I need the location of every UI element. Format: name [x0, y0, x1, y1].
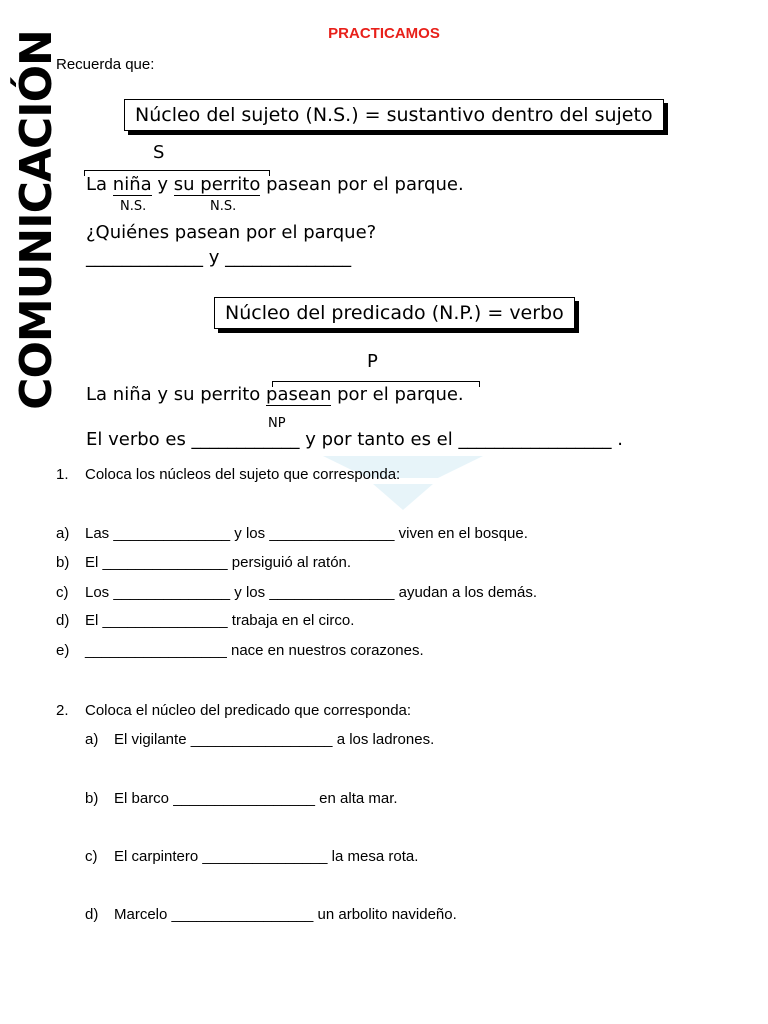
word-nina: niña	[112, 174, 152, 195]
ex1-item-d: El _______________ trabaja en el circo.	[85, 612, 355, 629]
word-pasean: pasean	[266, 384, 332, 405]
verb-answer-line: El verbo es ____________ y por tanto es el _________________ .	[86, 429, 623, 450]
word-su-perrito: su perrito	[173, 174, 261, 195]
ex2-letter-c: c)	[85, 848, 98, 865]
subject-question: ¿Quiénes pasean por el parque?	[86, 222, 377, 243]
intro-text: Recuerda que:	[56, 56, 155, 73]
ex2-letter-a: a)	[85, 731, 99, 748]
predicate-rule-box: Núcleo del predicado (N.P.) = verbo	[214, 297, 575, 329]
exercise1-number: 1.	[56, 466, 69, 483]
ex2-letter-b: b)	[85, 790, 99, 807]
ex1-letter-e: e)	[56, 642, 70, 659]
subject-sentence	[86, 174, 464, 195]
exercise2-number: 2.	[56, 702, 69, 719]
side-label: COMUNICACIÓN	[11, 30, 62, 410]
ex2-item-b: El barco _________________ en alta mar.	[114, 790, 398, 807]
ex2-letter-d: d)	[85, 906, 99, 923]
exercise1-title: Coloca los núcleos del sujeto que corresponda:	[85, 466, 401, 483]
subject-answer-line: _____________ y ______________	[86, 247, 352, 268]
sentence-rest: por el parque.	[337, 384, 464, 405]
sentence-start: La niña y su perrito	[86, 384, 261, 405]
predicate-sentence	[86, 384, 464, 405]
word-la: La	[86, 174, 108, 195]
ex1-letter-a: a)	[56, 525, 70, 542]
predicate-mark: P	[367, 351, 378, 372]
subject-mark: S	[153, 142, 165, 163]
ex2-item-d: Marcelo _________________ un arbolito navideño.	[114, 906, 457, 923]
exercise2-title: Coloca el núcleo del predicado que corresponda:	[85, 702, 412, 719]
subject-rule-box: Núcleo del sujeto (N.S.) = sustantivo dentro del sujeto	[124, 99, 664, 131]
word-y: y	[157, 174, 169, 195]
ex1-letter-d: d)	[56, 612, 70, 629]
ex1-item-e: _________________ nace en nuestros corazones.	[85, 642, 424, 659]
page-title: PRACTICAMOS	[328, 25, 440, 42]
ex1-letter-c: c)	[56, 584, 69, 601]
ex1-item-a: Las ______________ y los _______________ viven en el bosque.	[85, 525, 528, 542]
ns-label-1: N.S.	[120, 199, 147, 214]
ex1-item-c: Los ______________ y los _______________ ayudan a los demás.	[85, 584, 538, 601]
ns-label-2: N.S.	[210, 199, 237, 214]
ex2-item-c: El carpintero _______________ la mesa rota.	[114, 848, 419, 865]
ex2-item-a: El vigilante _________________ a los ladrones.	[114, 731, 435, 748]
sentence-rest: pasean por el parque.	[266, 174, 464, 195]
ex1-item-b: El _______________ persiguió al ratón.	[85, 554, 352, 571]
np-label: NP	[268, 416, 286, 431]
ex1-letter-b: b)	[56, 554, 70, 571]
